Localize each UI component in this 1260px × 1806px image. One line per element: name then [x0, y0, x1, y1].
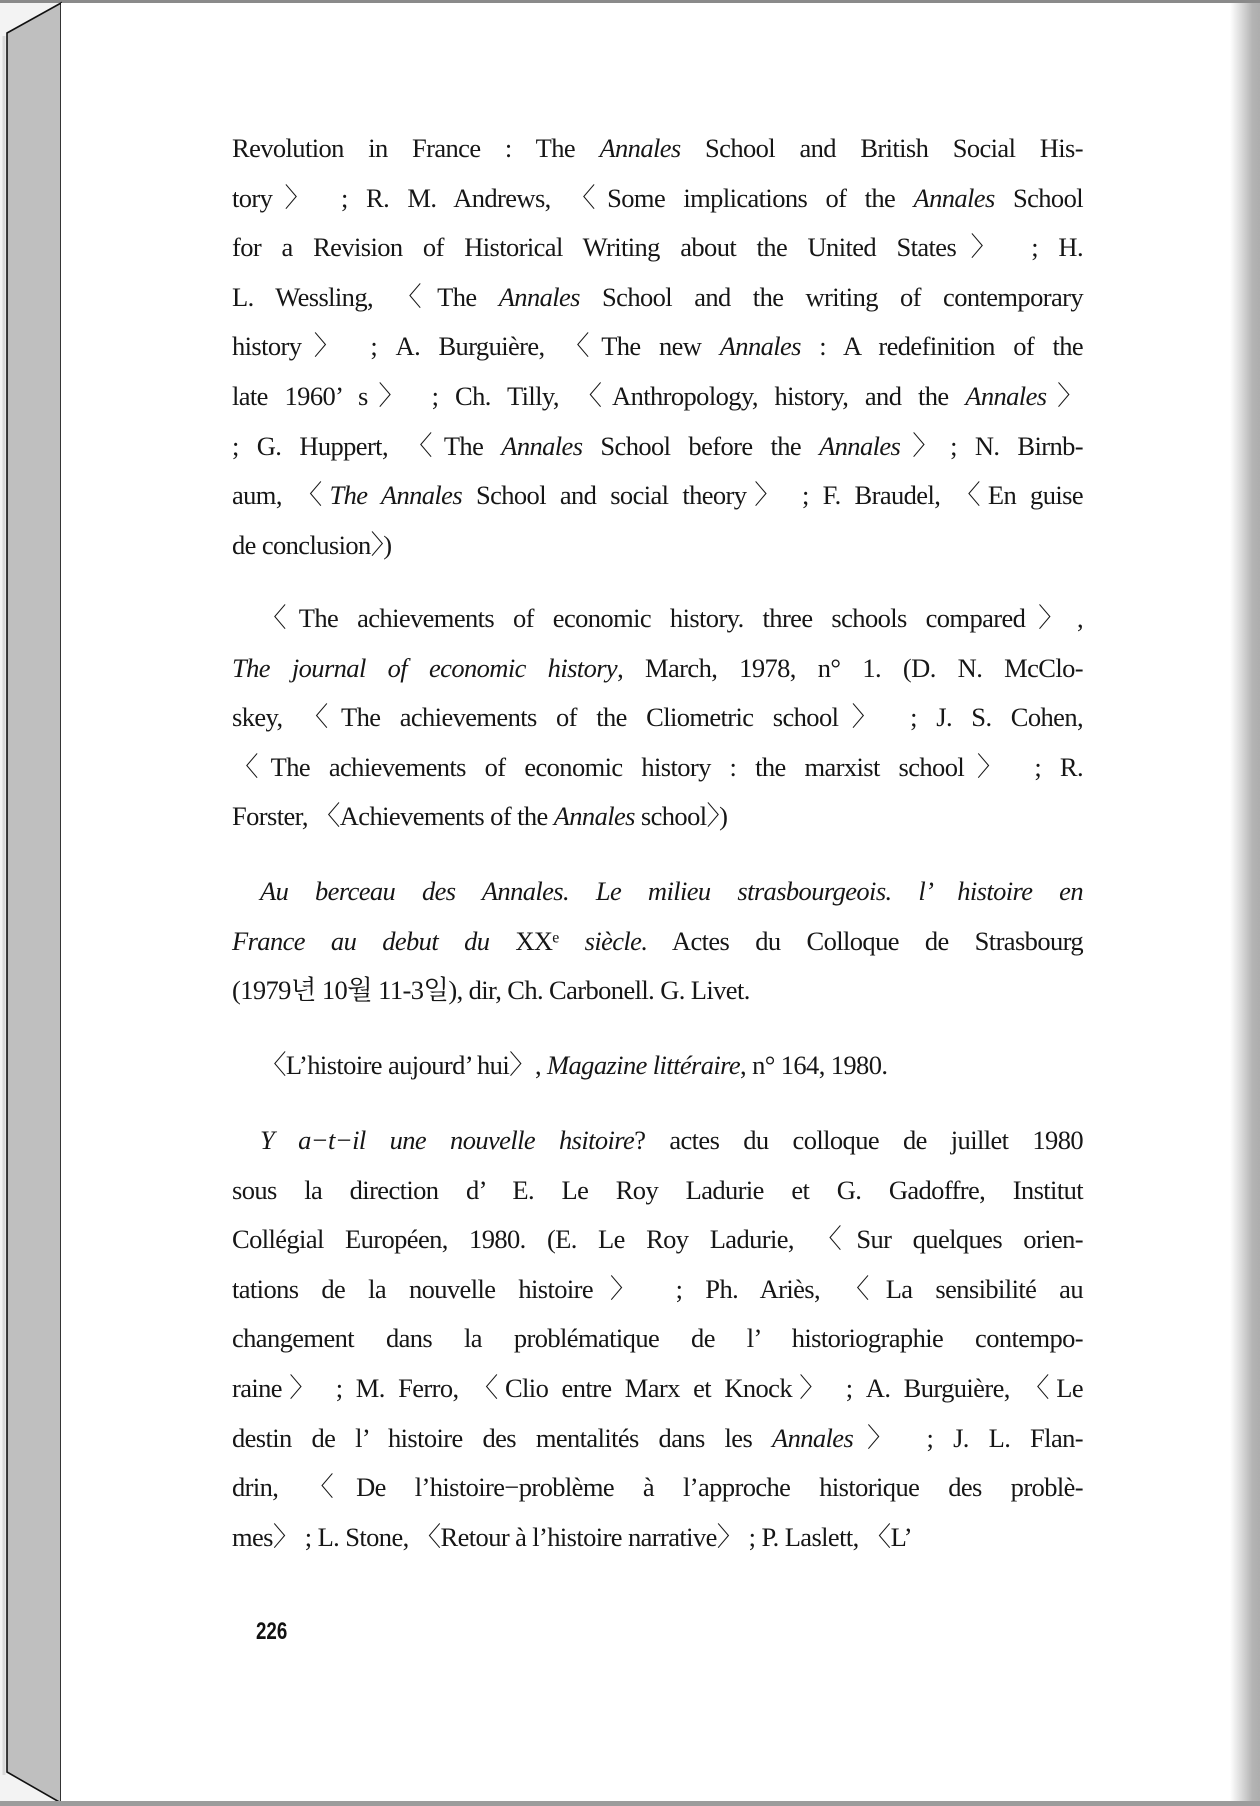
text-line — [232, 648, 1083, 688]
spine-face — [7, 3, 61, 1803]
italic-title: Annales — [501, 430, 583, 461]
text-run: 〉 — [1046, 381, 1083, 411]
italic-title: Y a−t−il une nouvelle hsitoire — [260, 1125, 635, 1155]
text-run: , March, 1978, n° 1. (D. N. McClo- — [617, 652, 1083, 683]
italic-title: Annales — [965, 381, 1047, 411]
text-line — [232, 426, 1083, 466]
text-run: : A redefinition of the — [800, 331, 1084, 362]
text-run: (1979년 10월 11-3일), dir, Ch. Carbonell. G. Livet. — [232, 975, 750, 1006]
text-run: changement dans la problématique de l’ historiographie contempo- — [232, 1323, 1083, 1354]
text-run: aum, 〈 — [232, 480, 330, 511]
text-run: raine〉 ; M. Ferro, 〈Clio entre Marx et Knock〉 ; A. Burguière, 〈Le — [232, 1373, 1083, 1403]
text-run: Forster, 〈Achievements of the — [232, 801, 554, 832]
text-run: 〉 ; J. L. Flan- — [853, 1422, 1083, 1453]
text-line — [232, 1467, 1083, 1507]
text-line — [232, 277, 1083, 317]
text-run: for a Revision of Historical Writing about the United States〉 ; H. — [232, 232, 1083, 263]
text-line — [232, 1120, 1083, 1160]
italic-title: Annales — [719, 331, 801, 362]
text-run: XXᵉ — [515, 925, 585, 956]
text-line — [232, 871, 1083, 911]
text-line — [232, 921, 1083, 961]
text-line — [232, 178, 1083, 218]
text-line — [232, 796, 1083, 836]
text-run: de conclusion〉) — [232, 529, 392, 560]
text-line — [232, 1045, 1083, 1085]
text-line — [232, 1269, 1083, 1309]
italic-title: The journal of economic history — [232, 652, 618, 683]
text-line — [232, 1517, 1083, 1557]
text-run: 〈The achievements of economic history : the marxist school〉 ; R. — [232, 751, 1083, 782]
text-run: Collégial Européen, 1980. (E. Le Roy Ladurie, 〈Sur quelques orien- — [232, 1224, 1083, 1255]
text-run: School before the — [582, 430, 820, 461]
italic-title: France au debut du — [232, 925, 516, 956]
text-line — [232, 970, 1083, 1010]
italic-title: Au berceau des Annales. Le milieu strasbourgeois. l’ histoire en — [260, 876, 1083, 906]
italic-title: Annales — [819, 430, 901, 461]
italic-title: siècle. — [584, 925, 648, 956]
text-run: tory〉 ; R. M. Andrews, 〈Some implications of the — [232, 182, 914, 213]
page-right-edge-shadow — [1230, 3, 1260, 1801]
text-run: Actes du Colloque de Strasbourg — [647, 925, 1084, 956]
italic-title: Annales — [913, 182, 995, 213]
text-line — [232, 376, 1083, 416]
text-run: School and social theory〉 ; F. Braudel, 〈En guise — [462, 480, 1083, 511]
text-line — [232, 697, 1083, 737]
italic-title: Annales — [498, 281, 580, 312]
text-run: School and British Social His- — [680, 133, 1083, 163]
text-line — [232, 1368, 1083, 1408]
italic-title: Annales — [553, 801, 635, 832]
text-line — [232, 747, 1083, 787]
italic-title: Magazine littéraire — [547, 1050, 741, 1080]
text-run: drin, 〈De l’histoire−problème à l’approche historique des problè- — [232, 1472, 1083, 1503]
italic-title: Annales — [772, 1422, 854, 1453]
text-line — [232, 1318, 1083, 1358]
book-spine — [0, 0, 64, 1806]
text-run: skey, 〈The achievements of the Cliometric school〉 ; J. S. Cohen, — [232, 702, 1083, 733]
text-line — [232, 475, 1083, 515]
text-run: school〉) — [634, 801, 728, 832]
text-run: history〉 ; A. Burguière, 〈The new — [232, 331, 720, 362]
text-run: Revolution in France : The — [232, 133, 600, 163]
text-run: tations de la nouvelle histoire〉 ; Ph. Ariès, 〈La sensibilité au — [232, 1273, 1083, 1304]
text-run: 〈L’histoire aujourd’ hui〉, — [260, 1050, 548, 1080]
page-bottom-edge — [0, 1801, 1260, 1806]
text-line — [232, 1170, 1083, 1210]
text-line — [232, 128, 1083, 168]
text-line — [232, 326, 1083, 366]
text-run: sous la direction d’ E. Le Roy Ladurie et G. Gadoffre, Institut — [232, 1174, 1083, 1205]
text-run: late 1960’ s〉 ; Ch. Tilly, 〈Anthropology, history, and the — [232, 381, 966, 411]
text-run: ? actes du colloque de juillet 1980 — [634, 1125, 1083, 1155]
text-run: School — [994, 182, 1083, 213]
text-run: 〉; N. Birnb- — [900, 430, 1083, 461]
text-line — [232, 598, 1083, 638]
page-number: 226 — [256, 1618, 288, 1645]
text-line — [232, 227, 1083, 267]
italic-title: Annales — [599, 133, 681, 163]
text-run: L. Wessling, 〈The — [232, 281, 499, 312]
text-line — [232, 1219, 1083, 1259]
text-run: , n° 164, 1980. — [740, 1050, 888, 1080]
text-line — [232, 1418, 1083, 1458]
text-line — [232, 525, 1083, 565]
text-run: destin de l’ histoire des mentalités dans les — [232, 1422, 772, 1453]
italic-title: The Annales — [329, 480, 463, 511]
text-run: mes〉 ; L. Stone, 〈Retour à l’histoire narrative〉 ; P. Laslett, 〈L’ — [232, 1521, 912, 1552]
text-run: ; G. Huppert, 〈The — [232, 430, 502, 461]
text-run: 〈The achievements of economic history. three schools compared〉, — [260, 603, 1083, 633]
text-run: School and the writing of contemporary — [579, 281, 1083, 312]
